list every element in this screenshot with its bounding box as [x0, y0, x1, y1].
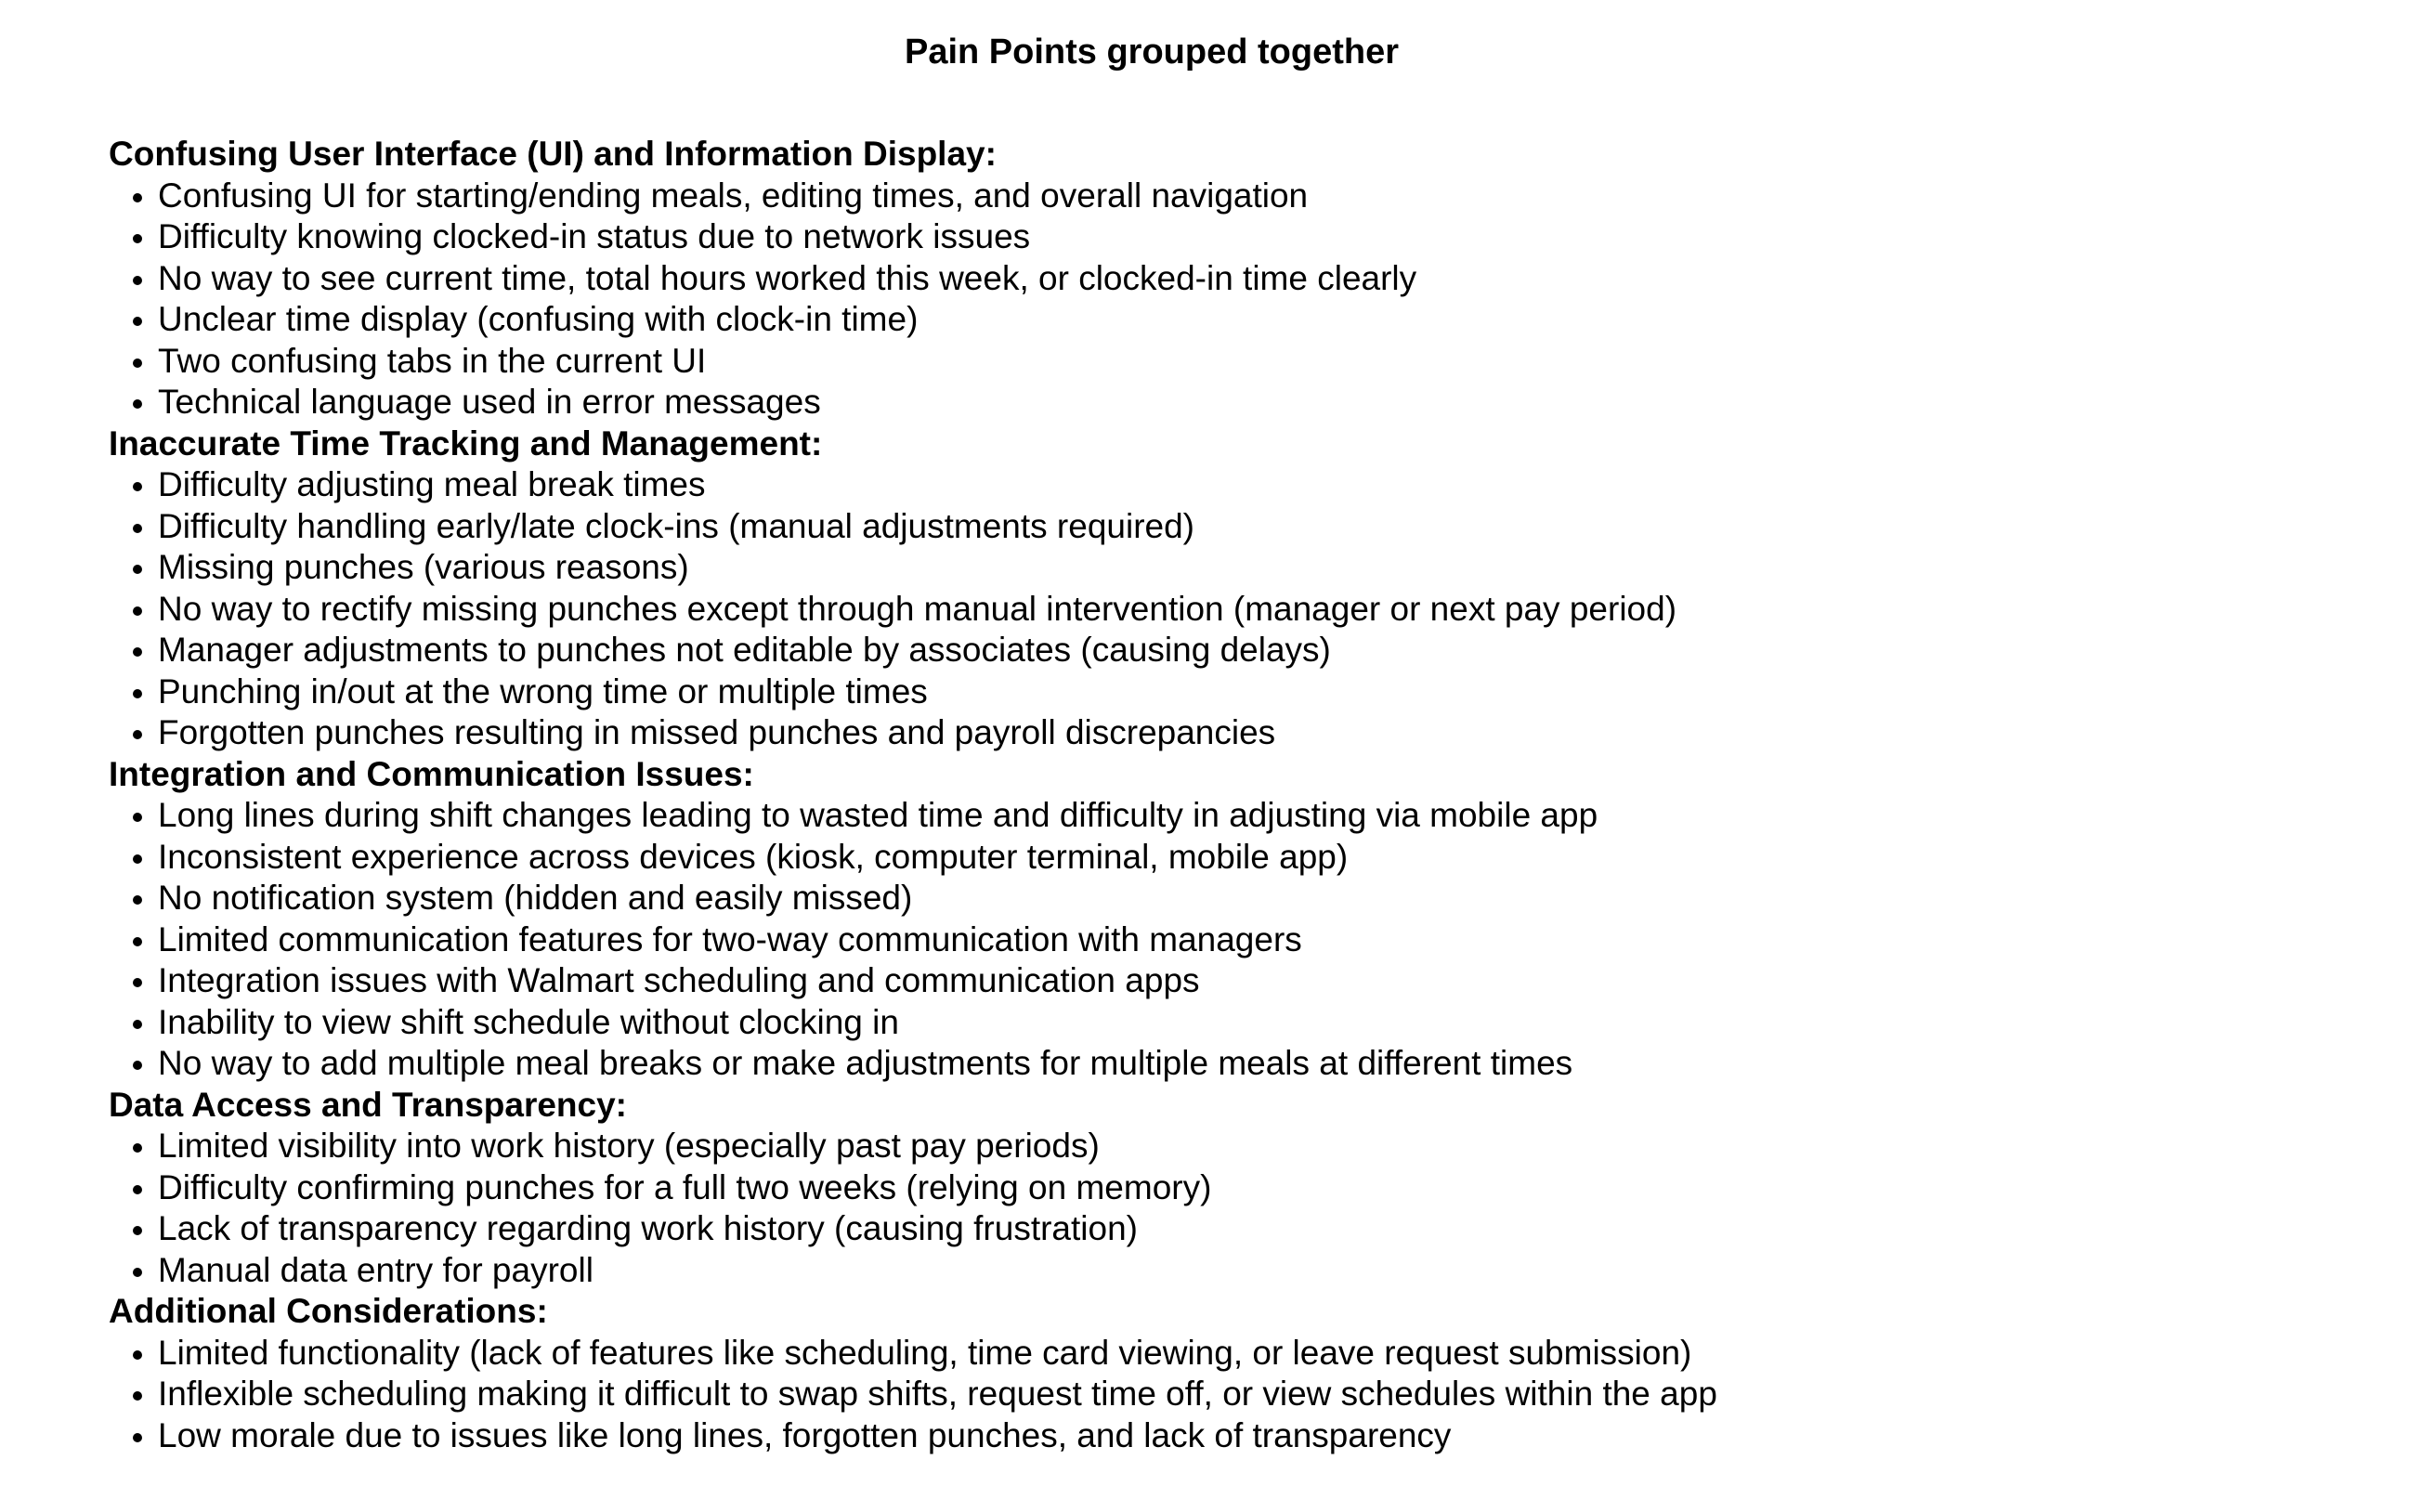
bullet-item: • Long lines during shift changes leading to wasted time and difficulty in adjusting via mobile app: [158, 795, 2185, 837]
bullet-list: [109, 1126, 2185, 1291]
bullet-item: • Limited visibility into work history (especially past pay periods): [158, 1126, 2185, 1167]
bullet-item: • Punching in/out at the wrong time or multiple times: [158, 671, 2185, 713]
bullet-item: • No way to add multiple meal breaks or make adjustments for multiple meals at different times: [158, 1043, 2185, 1085]
bullet-item: • Limited functionality (lack of features like scheduling, time card viewing, or leave request submission): [158, 1333, 2185, 1375]
bullet-item: • Lack of transparency regarding work history (causing frustration): [158, 1208, 2185, 1250]
bullet-item: • Forgotten punches resulting in missed punches and payroll discrepancies: [158, 712, 2185, 754]
bullet-item: • Manager adjustments to punches not editable by associates (causing delays): [158, 630, 2185, 671]
bullet-item: • Difficulty knowing clocked-in status due to network issues: [158, 216, 2185, 258]
section-heading: Integration and Communication Issues:: [109, 754, 754, 793]
section-heading: Data Access and Transparency:: [109, 1085, 627, 1124]
bullet-item: • Missing punches (various reasons): [158, 547, 2185, 589]
bullet-item: • Limited communication features for two-way communication with managers: [158, 919, 2185, 961]
bullet-item: • Two confusing tabs in the current UI: [158, 341, 2185, 383]
section-heading: Inaccurate Time Tracking and Management:: [109, 424, 823, 463]
bullet-item: • Confusing UI for starting/ending meals, editing times, and overall navigation: [158, 176, 2185, 217]
sections-container: [109, 134, 2185, 1456]
bullet-item: • No notification system (hidden and easily missed): [158, 878, 2185, 919]
bullet-item: • Difficulty adjusting meal break times: [158, 464, 2185, 506]
bullet-item: • Inflexible scheduling making it difficult to swap shifts, request time off, or view schedules within the app: [158, 1374, 2185, 1415]
bullet-item: • Unclear time display (confusing with clock-in time): [158, 299, 2185, 341]
bullet-item: • Technical language used in error messages: [158, 382, 2185, 424]
bullet-item: • Difficulty handling early/late clock-ins (manual adjustments required): [158, 506, 2185, 548]
bullet-list: [109, 464, 2185, 754]
bullet-list: [109, 1333, 2185, 1457]
bullet-item: • Difficulty confirming punches for a full two weeks (relying on memory): [158, 1167, 2185, 1209]
bullet-list: [109, 176, 2185, 424]
bullet-item: • Manual data entry for payroll: [158, 1250, 2185, 1292]
section-heading: Confusing User Interface (UI) and Information Display:: [109, 135, 997, 173]
bullet-item: • Inability to view shift schedule without clocking in: [158, 1002, 2185, 1044]
bullet-item: • Low morale due to issues like long lines, forgotten punches, and lack of transparency: [158, 1415, 2185, 1457]
page-title: Pain Points grouped together: [904, 33, 1400, 72]
section-heading: Additional Considerations:: [109, 1292, 548, 1330]
bullet-list: [109, 795, 2185, 1085]
bullet-item: • Inconsistent experience across devices (kiosk, computer terminal, mobile app): [158, 837, 2185, 879]
bullet-item: • No way to rectify missing punches except through manual intervention (manager or next pay period): [158, 589, 2185, 631]
bullet-item: • Integration issues with Walmart scheduling and communication apps: [158, 960, 2185, 1002]
bullet-item: • No way to see current time, total hours worked this week, or clocked-in time clearly: [158, 258, 2185, 300]
